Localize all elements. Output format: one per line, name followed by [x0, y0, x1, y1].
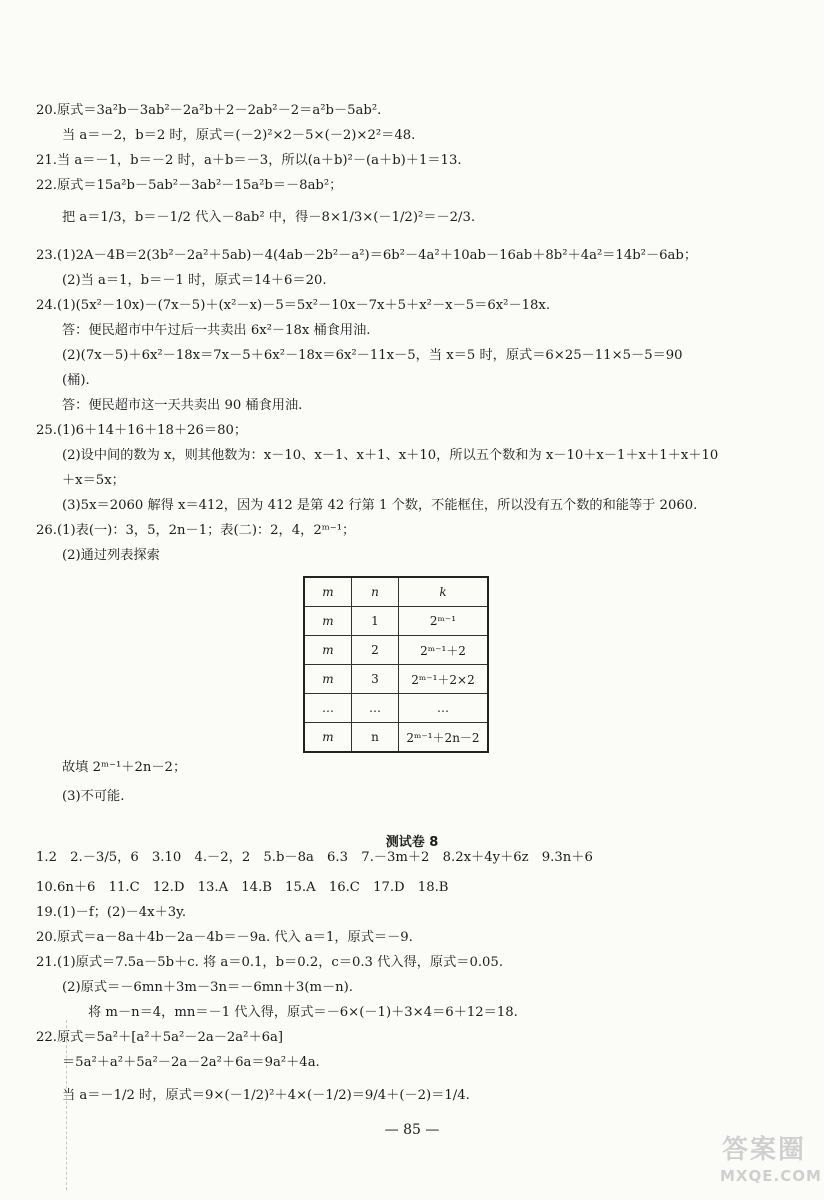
test8-line-10: 当 a＝－1/2 时，原式＝9×(－1/2)²＋4×(－1/2)＝9/4＋(－2)＝1/4.: [62, 1088, 470, 1103]
watermark-logo: [720, 1134, 822, 1192]
table-cell: …: [352, 694, 399, 723]
answer-line-24b: 答：便民超市中午过后一共卖出 6x²－18x 桶食用油.: [62, 323, 371, 338]
table-cell: m: [304, 723, 352, 753]
answer-line-21: 21.当 a＝－1，b＝－2 时，a＋b＝－3，所以(a＋b)²－(a＋b)＋1＝13.: [36, 153, 462, 168]
table-row: [304, 723, 488, 753]
table-cell: …: [399, 694, 489, 723]
page-number: — 85 —: [384, 1122, 440, 1138]
test8-line-5: 21.(1)原式＝7.5a－5b＋c. 将 a＝0.1，b＝0.2，c＝0.3 代入得，原式＝0.05.: [36, 955, 504, 970]
table-row: [304, 665, 488, 694]
answer-line-23b: (2)当 a＝1，b＝－1 时，原式＝14＋6＝20.: [62, 273, 327, 288]
answer-line-24e: 答：便民超市这一天共卖出 90 桶食用油.: [62, 398, 303, 413]
answer-line-20b: 当 a＝－2，b＝2 时，原式＝(－2)²×2－5×(－2)×2²＝48.: [62, 128, 416, 143]
test8-line-2: 10.6n＋6 11.C 12.D 13.A 14.B 15.A 16.C 17.D 18.B: [36, 880, 449, 895]
table-cell: 1: [352, 607, 399, 636]
answer-line-25d: (3)5x＝2060 解得 x＝412，因为 412 是第 42 行第 1 个数，不能框住，所以没有五个数的和能等于 2060.: [62, 498, 698, 513]
answer-line-26b: (2)通过列表探索: [62, 548, 160, 563]
test8-line-6: (2)原式＝－6mn＋3m－3n＝－6mn＋3(m－n).: [62, 980, 353, 995]
answer-line-24: 24.(1)(5x²－10x)－(7x－5)＋(x²－x)－5＝5x²－10x－7x＋5＋x²－x－5＝6x²－18x.: [36, 298, 551, 313]
table-row: [304, 607, 488, 636]
answer-line-22b: 把 a＝1/3，b＝－1/2 代入－8ab² 中，得－8×1/3×(－1/2)²＝－2/3.: [62, 210, 476, 225]
table-cell: n: [352, 723, 399, 753]
watermark-text: 答案圈: [721, 1135, 806, 1165]
watermark-url: MXQE.COM: [720, 1167, 822, 1185]
table-header-row: [304, 577, 488, 607]
table-cell: 2ᵐ⁻¹＋2: [399, 636, 489, 665]
answer-line-26d: (3)不可能.: [62, 789, 125, 804]
answer-line-25: 25.(1)6＋14＋16＋18＋26＝80；: [36, 423, 248, 438]
table-cell: …: [304, 694, 352, 723]
answer-line-20: 20.原式＝3a²b－3ab²－2a²b＋2－2ab²－2＝a²b－5ab².: [36, 103, 382, 118]
table-header-cell: k: [399, 577, 489, 607]
section-title: 测试卷 8: [385, 835, 439, 850]
table-cell: 2ᵐ⁻¹: [399, 607, 489, 636]
table-header-cell: m: [304, 577, 352, 607]
test8-line-7: 将 m－n＝4，mn＝－1 代入得，原式＝－6×(－1)＋3×4＝6＋12＝18.: [88, 1005, 518, 1020]
table-cell: 2: [352, 636, 399, 665]
answer-line-25b: (2)设中间的数为 x，则其他数为：x－10、x－1、x＋1、x＋10，所以五个数和为 x－10＋x－1＋x＋1＋x＋10: [62, 448, 719, 463]
test8-line-4: 20.原式＝a－8a＋4b－2a－4b＝－9a. 代入 a＝1，原式＝－9.: [36, 930, 413, 945]
answer-line-25c: ＋x＝5x；: [62, 473, 125, 488]
table-cell: 3: [352, 665, 399, 694]
table-row: [304, 636, 488, 665]
answer-line-26: 26.(1)表(一)：3，5，2n－1；表(二)：2，4，2ᵐ⁻¹；: [36, 523, 356, 538]
table-header-cell: n: [352, 577, 399, 607]
answer-line-26c: 故填 2ᵐ⁻¹＋2n－2；: [62, 760, 187, 775]
test8-line-9: ＝5a²＋a²＋5a²－2a－2a²＋6a＝9a²＋4a.: [62, 1055, 320, 1070]
test8-line-3: 19.(1)－f；(2)－4x＋3y.: [36, 905, 187, 920]
answer-line-22: 22.原式＝15a²b－5ab²－3ab²－15a²b＝－8ab²；: [36, 178, 343, 193]
table-cell: m: [304, 665, 352, 694]
answer-line-24c: (2)(7x－5)＋6x²－18x＝7x－5＋6x²－18x＝6x²－11x－5，当 x＝5 时，原式＝6×25－11×5－5＝90: [62, 348, 683, 363]
exploration-table: [303, 576, 489, 753]
answer-line-23: 23.(1)2A－4B＝2(3b²－2a²＋5ab)－4(4ab－2b²－a²)＝6b²－4a²＋10ab－16ab＋8b²＋4a²＝14b²－6ab；: [36, 248, 698, 263]
table-row: [304, 694, 488, 723]
test8-line-1: 1.2 2.－3/5，6 3.10 4.－2，2 5.b－8a 6.3 7.－3m＋2 8.2x＋4y＋6z 9.3n＋6: [36, 850, 593, 865]
table-cell: 2ᵐ⁻¹＋2×2: [399, 665, 489, 694]
table-cell: m: [304, 636, 352, 665]
answer-line-24d: (桶).: [62, 373, 90, 388]
table-cell: 2ᵐ⁻¹＋2n－2: [399, 723, 489, 753]
table-cell: m: [304, 607, 352, 636]
test8-line-8: 22.原式＝5a²＋[a²＋5a²－2a－2a²＋6a]: [36, 1030, 284, 1045]
